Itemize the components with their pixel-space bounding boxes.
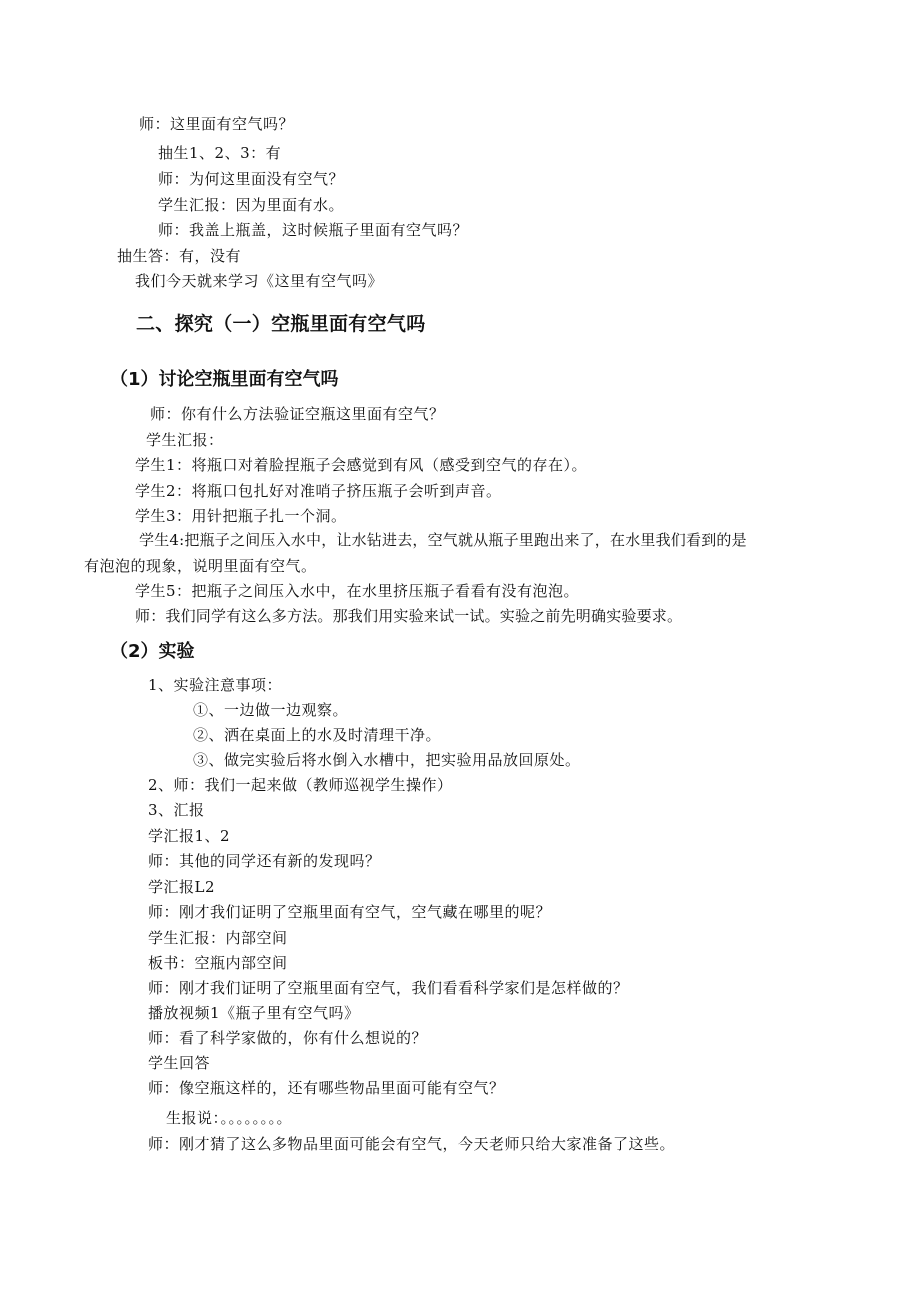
part2-line-9: 学汇报L2: [148, 878, 216, 896]
part2-line-3: ②、洒在桌面上的水及时清理干净。: [193, 726, 442, 744]
part2-line-16: 学生回答: [148, 1054, 211, 1072]
intro-line-2: 抽生1、2、3：有: [158, 144, 282, 162]
part2-line-19: 师：刚才猜了这么多物品里面可能会有空气，今天老师只给大家准备了这些。: [148, 1135, 676, 1153]
part1-line-4: 学生2：将瓶口包扎好对准哨子挤压瓶子会听到声音。: [135, 482, 502, 500]
intro-line-7: 我们今天就来学习《这里有空气吗》: [135, 272, 384, 290]
part1-line-1: 师：你有什么方法验证空瓶这里面有空气？: [150, 405, 445, 423]
part2-line-2: ①、一边做一边观察。: [193, 701, 349, 719]
section-heading: 二、探究（一）空瓶里面有空气吗: [136, 313, 426, 335]
part2-line-1: 1、实验注意事项：: [148, 676, 283, 694]
part1-line-5: 学生3：用针把瓶子扎一个洞。: [135, 507, 347, 525]
part2-line-15: 师：看了科学家做的，你有什么想说的？: [148, 1029, 428, 1047]
part2-line-4: ③、做完实验后将水倒入水槽中，把实验用品放回原处。: [193, 751, 581, 769]
part2-line-17: 师：像空瓶这样的，还有哪些物品里面可能有空气？: [148, 1079, 505, 1097]
part1-line-8: 学生5：把瓶子之间压入水中，在水里挤压瓶子看看有没有泡泡。: [135, 582, 580, 600]
intro-line-1: 师：这里面有空气吗？: [139, 115, 295, 133]
part1-line-7: 有泡泡的现象，说明里面有空气。: [84, 557, 317, 575]
part2-line-13: 师：刚才我们证明了空瓶里面有空气，我们看看科学家们是怎样做的？: [148, 979, 629, 997]
part2-line-14: 播放视频1《瓶子里有空气吗》: [148, 1004, 360, 1022]
intro-line-3: 师：为何这里面没有空气？: [158, 170, 345, 188]
part1-line-3: 学生1：将瓶口对着脸捏瓶子会感觉到有风（感受到空气的存在）。: [135, 456, 588, 474]
part1-line-6: 学生4:把瓶子之间压入水中，让水钻进去，空气就从瓶子里跑出来了，在水里我们看到的是: [139, 531, 747, 549]
part2-line-5: 2、师：我们一起来做（教师巡视学生操作）: [148, 776, 453, 794]
intro-line-5: 师：我盖上瓶盖，这时候瓶子里面有空气吗？: [158, 221, 469, 239]
part2-line-11: 学生汇报：内部空间: [148, 929, 288, 947]
intro-line-6: 抽生答：有，没有: [117, 247, 242, 265]
intro-line-4: 学生汇报：因为里面有水。: [158, 196, 345, 214]
part2-line-6: 3、汇报: [148, 801, 205, 819]
part2-line-18: 生报说：。。。。。。。。: [166, 1109, 293, 1127]
part2-heading: （2）实验: [110, 641, 195, 662]
part1-heading: （1）讨论空瓶里面有空气吗: [110, 369, 339, 390]
part1-line-2: 学生汇报：: [146, 431, 224, 449]
part2-line-10: 师：刚才我们证明了空瓶里面有空气，空气藏在哪里的呢？: [148, 903, 552, 921]
part2-line-7: 学汇报1、2: [148, 827, 231, 845]
part2-line-8: 师：其他的同学还有新的发现吗？: [148, 852, 381, 870]
part2-line-12: 板书：空瓶内部空间: [148, 954, 288, 972]
part1-line-9: 师：我们同学有这么多方法。那我们用实验来试一试。实验之前先明确实验要求。: [135, 607, 683, 625]
